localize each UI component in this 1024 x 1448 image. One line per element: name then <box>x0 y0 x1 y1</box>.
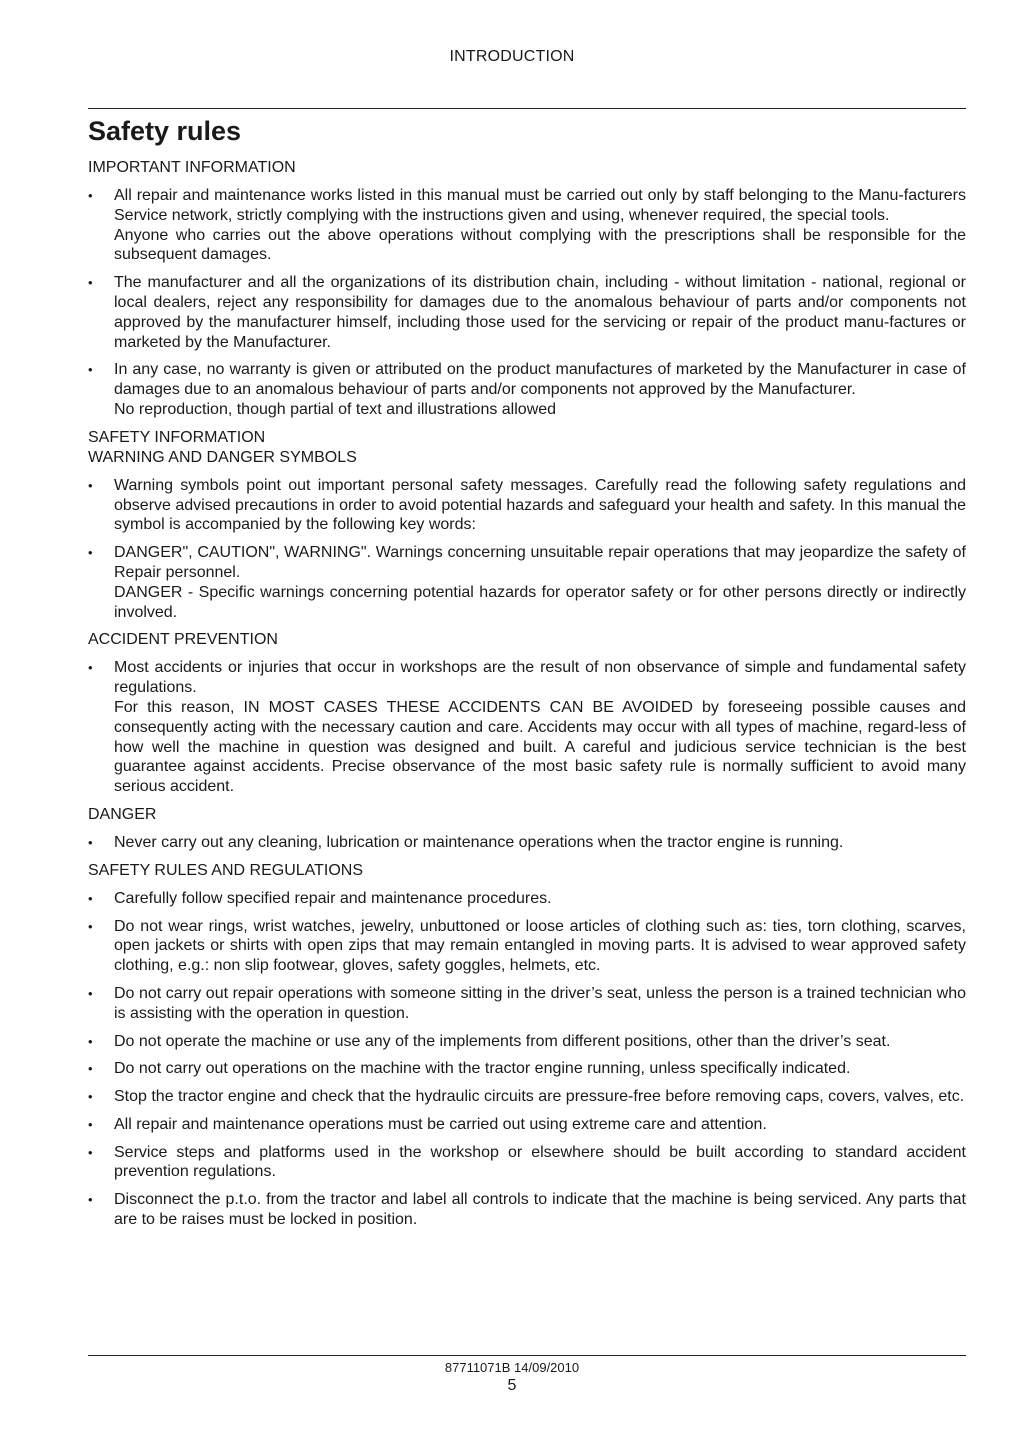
bullet-item <box>88 889 966 909</box>
bullet-list <box>88 833 966 853</box>
bullet-list <box>88 889 966 1230</box>
bullet-item <box>88 917 966 976</box>
bullet-paragraph: • The manufacturer and all the organizations of its distribution chain, including - without limitation - national, regional or local dealers, reject any responsibility for damages due to the anomalous behaviour of parts and/or components not approved by the manufacturer himself, including those used for the servicing or repair of the product manu-factures or marketed by the Manufacturer. <box>114 274 966 351</box>
bullet-paragraph: • DANGER", CAUTION", WARNING". Warnings concerning unsuitable repair operations that may jeopardize the safety of Repair personnel. <box>114 544 966 581</box>
bullet-list <box>88 476 966 623</box>
bullet-item <box>88 273 966 352</box>
running-header: INTRODUCTION <box>449 48 575 65</box>
page-content <box>88 114 966 1238</box>
bullet-paragraph: • Stop the tractor engine and check that the hydraulic circuits are pressure-free before removing caps, covers, valves, etc. <box>114 1088 965 1106</box>
section-heading: SAFETY RULES AND REGULATIONS <box>88 861 364 879</box>
bullet-paragraph: • Do not carry out repair operations with someone sitting in the driver’s seat, unless the person is a trained technician who is assisting with the operation in question. <box>114 984 966 1022</box>
bullet-paragraph: • Warning symbols point out important personal safety messages. Carefully read the following safety regulations and observe advised precautions in order to avoid potential hazards and safeguard your health and safety. In this manual the symbol is accompanied by the following key words: <box>114 476 966 534</box>
bullet-paragraph: DANGER - Specific warnings concerning potential hazards for operator safety or for other persons directly or indirectly involved. <box>114 583 966 621</box>
bullet-paragraph: • Do not carry out operations on the machine with the tractor engine running, unless specifically indicated. <box>114 1060 851 1078</box>
bullet-item <box>88 1190 966 1230</box>
bullet-paragraph: • Do not operate the machine or use any of the implements from different positions, other than the driver’s seat. <box>114 1032 891 1050</box>
bullet-paragraph: • All repair and maintenance works listed in this manual must be carried out only by staff belonging to the Manu-facturers Service network, strictly complying with the instructions given and using, whenever required, the special tools. <box>114 187 966 224</box>
bullet-item <box>88 476 966 535</box>
bullet-item <box>88 360 966 419</box>
bullet-item <box>88 1087 966 1107</box>
bullet-paragraph: • Service steps and platforms used in the workshop or elsewhere should be built according to standard accident prevention regulations. <box>114 1143 966 1181</box>
bullet-paragraph: Anyone who carries out the above operations without complying with the prescriptions shall be responsible for the subsequent damages. <box>114 226 966 264</box>
section-heading: SAFETY INFORMATION WARNING AND DANGER SYMBOLS <box>88 428 357 466</box>
bullet-item <box>88 1115 966 1135</box>
bullet-item <box>88 1059 966 1079</box>
bullet-item <box>88 984 966 1024</box>
bullet-item <box>88 186 966 265</box>
bullet-paragraph: • All repair and maintenance operations must be carried out using extreme care and attention. <box>114 1115 767 1133</box>
page-title: Safety rules <box>88 116 242 146</box>
section-heading: DANGER <box>88 805 157 823</box>
footer-rule <box>88 1355 966 1356</box>
bullet-paragraph: • In any case, no warranty is given or attributed on the product manufactures of marketed by the Manufacturer in case of damages due to an anomalous behaviour of parts and/or components not approved by the Manufacturer. <box>114 361 966 399</box>
bullet-paragraph: • Never carry out any cleaning, lubrication or maintenance operations when the tractor engine is running. <box>114 833 844 851</box>
bullet-item <box>88 833 966 853</box>
bullet-paragraph: No reproduction, though partial of text and illustrations allowed <box>114 400 557 418</box>
bullet-item <box>88 1032 966 1052</box>
bullet-list <box>88 658 966 797</box>
header-rule <box>88 108 966 109</box>
bullet-paragraph: For this reason, IN MOST CASES THESE ACCIDENTS CAN BE AVOIDED by foreseeing possible causes and consequently acting with the necessary caution and care. Accidents may occur with all types of machine, regard-less of how well the machine in question was designed and built. A careful and judicious service technician is the best guarantee against accidents. Precise observance of the most basic safety rule is normally sufficient to avoid many serious accident. <box>114 698 966 796</box>
bullet-item <box>88 543 966 622</box>
bullet-list <box>88 186 966 420</box>
bullet-paragraph: • Do not wear rings, wrist watches, jewelry, unbuttoned or loose articles of clothing such as: ties, torn clothing, scarves, open jackets or shirts with open zips that may remain entangled in moving parts. It is advised to wear approved safety clothing, e.g.: non slip footwear, gloves, safety goggles, helmets, etc. <box>114 917 966 975</box>
page-number: 5 <box>507 1377 517 1394</box>
section-heading: IMPORTANT INFORMATION <box>88 159 296 176</box>
bullet-paragraph: • Most accidents or injuries that occur in workshops are the result of non observance of simple and fundamental safety regulations. <box>114 659 966 697</box>
sections-container <box>88 158 966 1230</box>
bullet-paragraph: • Disconnect the p.t.o. from the tractor and label all controls to indicate that the machine is being serviced. Any parts that are to be raises must be locked in position. <box>114 1191 966 1229</box>
bullet-item <box>88 658 966 797</box>
bullet-item <box>88 1143 966 1183</box>
bullet-paragraph: • Carefully follow specified repair and maintenance procedures. <box>114 889 552 907</box>
document-code: 87711071B 14/09/2010 <box>444 1360 580 1375</box>
section-heading: ACCIDENT PREVENTION <box>88 631 278 649</box>
